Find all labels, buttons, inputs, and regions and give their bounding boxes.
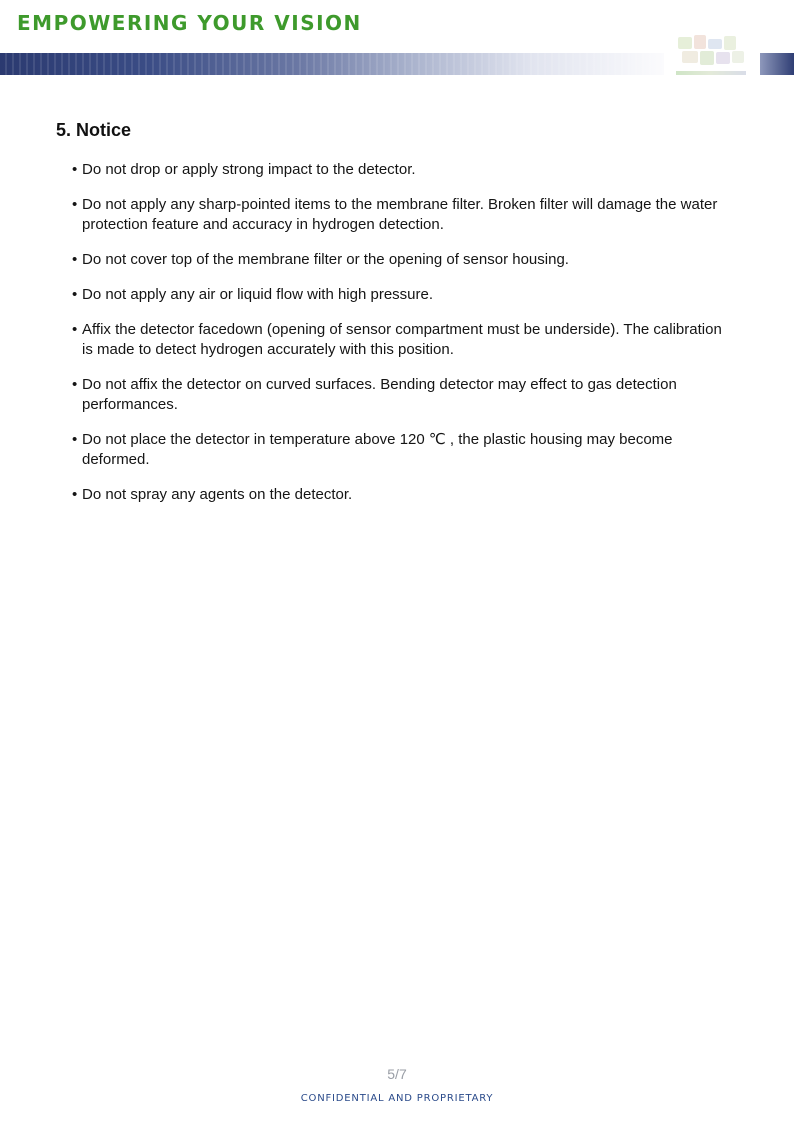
bullet-icon: • [72, 251, 78, 268]
notice-text: Do not place the detector in temperature above 120 ℃ , the plastic housing may become deformed. [82, 431, 673, 468]
bullet-icon: • [72, 161, 78, 178]
bullet-icon: • [72, 376, 78, 393]
notice-text: Do not apply any air or liquid flow with high pressure. [82, 286, 434, 303]
notice-text: Do not spray any agents on the detector. [82, 486, 353, 503]
bullet-icon: • [72, 431, 78, 448]
notice-item [72, 160, 732, 180]
notice-text: Affix the detector facedown (opening of sensor compartment must be underside). The calibration is made to detect hydrogen accurately with this position. [82, 321, 722, 358]
notice-text: Do not drop or apply strong impact to the detector. [82, 161, 416, 178]
notice-item [72, 195, 732, 235]
bullet-icon: • [72, 286, 78, 303]
header-tagline: EMPOWERING YOUR VISION [17, 11, 362, 35]
bullet-icon: • [72, 196, 78, 213]
notice-text: Do not cover top of the membrane filter or the opening of sensor housing. [82, 251, 569, 268]
notice-text: Do not affix the detector on curved surfaces. Bending detector may effect to gas detection performances. [82, 376, 677, 413]
notice-item [72, 430, 732, 470]
notice-item [72, 485, 732, 505]
header-gradient-band [0, 53, 664, 75]
confidential-footer: CONFIDENTIAL AND PROPRIETARY [300, 1093, 494, 1104]
notice-item [72, 320, 732, 360]
notice-list [72, 160, 732, 520]
company-logo-icon [672, 33, 752, 81]
bullet-icon: • [72, 486, 78, 503]
notice-item [72, 285, 732, 305]
page-number: 5/7 [387, 1066, 407, 1082]
header-end-block [760, 53, 794, 75]
notice-item [72, 250, 732, 270]
bullet-icon: • [72, 321, 78, 338]
notice-text: Do not apply any sharp-pointed items to the membrane filter. Broken filter will damage the water protection feature and accuracy in hydrogen detection. [82, 196, 718, 233]
notice-item [72, 375, 732, 415]
section-title: 5. Notice [56, 120, 132, 140]
